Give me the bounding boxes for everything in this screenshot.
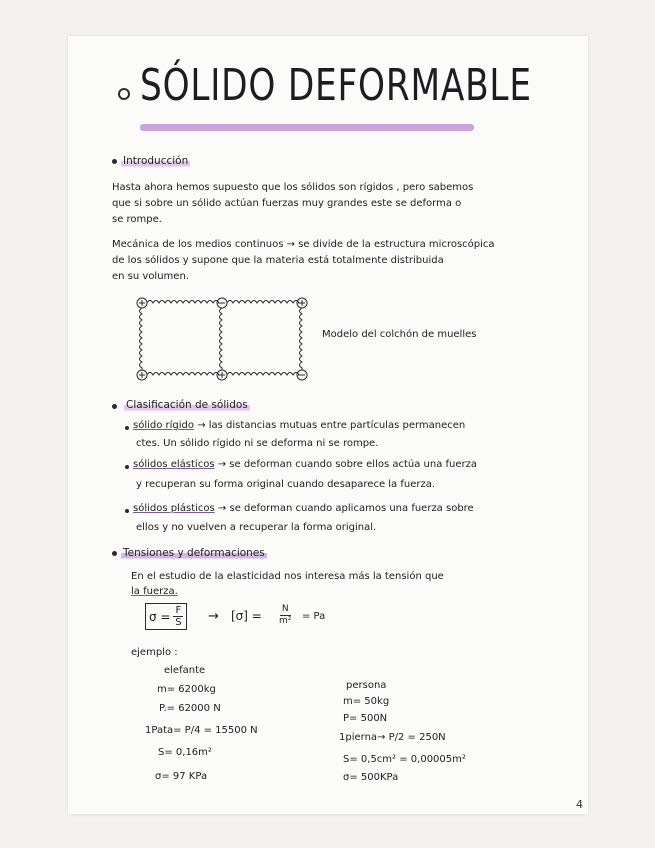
bullet (112, 159, 117, 164)
example-name: persona (346, 680, 387, 691)
intro-heading: Introducción (123, 155, 189, 167)
classification-item-cont: ctes. Un sólido rígido ni se deforma ni se rompe. (136, 438, 379, 449)
classification-item: sólidos elásticos → se deforman cuando sobre ellos actúa una fuerza (133, 459, 478, 470)
intro-text-line: Mecánica de los medios continuos → se divide de la estructura microscópica (112, 239, 495, 250)
diagram-caption: Modelo del colchón de muelles (322, 329, 477, 340)
example-line: S= 0,16m² (158, 747, 212, 758)
title-underline (140, 124, 474, 131)
example-line: P.= 62000 N (159, 703, 221, 714)
example-line: m= 6200kg (157, 684, 216, 695)
intro-text-line: se rompe. (112, 214, 162, 225)
bullet (125, 509, 129, 513)
classification-heading: Clasificación de sólidos (126, 399, 248, 411)
tensions-text-line: la fuerza. (131, 586, 178, 597)
classification-item: sólido rígido → las distancias mutuas entre partículas permanecen (133, 420, 466, 431)
bullet (112, 551, 117, 556)
title-bullet (118, 88, 130, 100)
intro-text-line: de los sólidos y supone que la materia está totalmente distribuida (112, 255, 444, 266)
intro-text-line: Hasta ahora hemos supuesto que los sólidos son rígidos , pero sabemos (112, 182, 474, 193)
example-name: elefante (164, 665, 206, 676)
bullet (125, 465, 129, 469)
bullet (125, 426, 129, 430)
unit-fraction: N m² (279, 604, 292, 626)
example-line: P= 500N (343, 713, 388, 724)
example-line: 1Pata= P/4 = 15500 N (145, 725, 258, 736)
intro-text-line: que si sobre un sólido actúan fuerzas muy grandes este se deforma o (112, 198, 462, 209)
pascal-unit: = Pa (302, 611, 326, 622)
tensions-text-line: En el estudio de la elasticidad nos interesa más la tensión que (131, 571, 444, 582)
example-line: m= 50kg (343, 696, 390, 707)
bullet (112, 404, 117, 409)
stress-formula: σ = $\frac{F}{S}$ (145, 603, 187, 630)
intro-text-line: en su volumen. (112, 271, 189, 282)
classification-item: sólidos plásticos → se deforman cuando aplicamos una fuerza sobre (133, 503, 474, 514)
example-line: σ= 500KPa (343, 772, 399, 783)
example-label: ejemplo : (131, 647, 178, 658)
stress-unit: [σ] = (231, 609, 262, 623)
tensions-heading: Tensiones y deformaciones (123, 547, 265, 559)
example-line: S= 0,5cm² = 0,00005m² (343, 754, 466, 765)
spring-mattress-diagram (134, 295, 314, 383)
example-line: σ= 97 KPa (155, 771, 208, 782)
classification-item-cont: y recuperan su forma original cuando desaparece la fuerza. (136, 479, 436, 490)
example-line: 1pierna→ P/2 = 250N (339, 732, 446, 743)
page-number: 4 (576, 798, 583, 811)
page-title: SÓLIDO DEFORMABLE (140, 60, 532, 111)
classification-item-cont: ellos y no vuelven a recuperar la forma original. (136, 522, 377, 533)
arrow: → (208, 609, 219, 624)
